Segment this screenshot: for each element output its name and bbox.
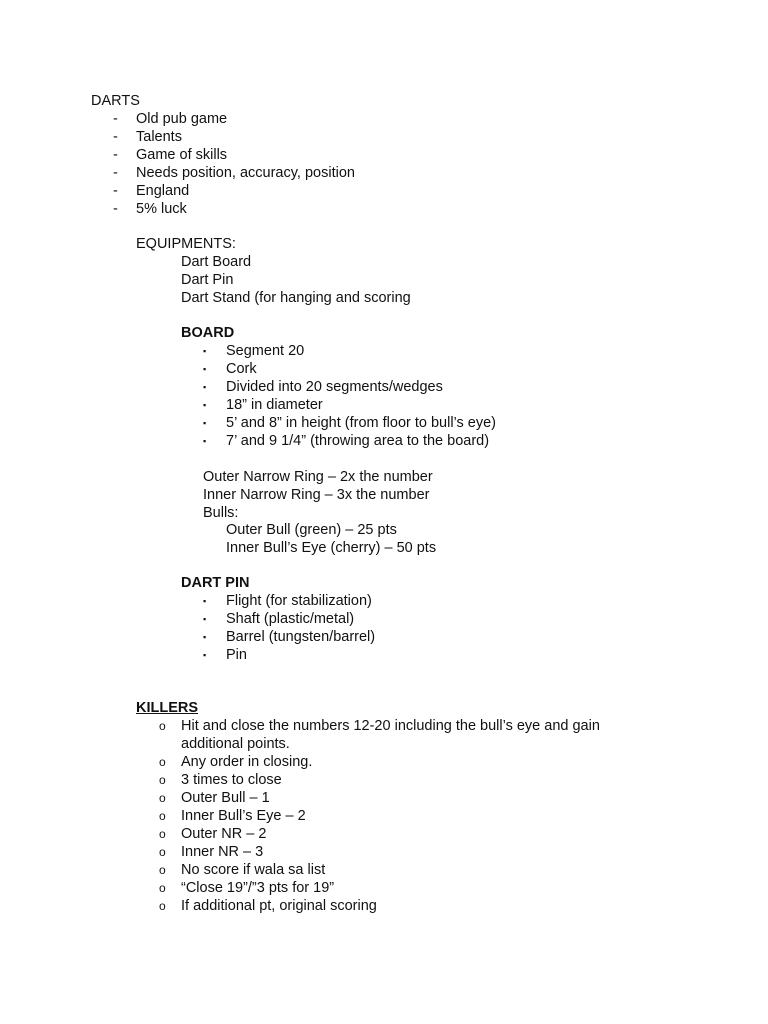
list-item: Any order in closing. bbox=[181, 754, 313, 770]
dash-marker: - bbox=[113, 183, 118, 199]
square-bullet-icon: ▪ bbox=[203, 650, 207, 660]
list-item: Outer NR – 2 bbox=[181, 826, 267, 842]
dash-marker: - bbox=[113, 147, 118, 163]
list-item: Barrel (tungsten/barrel) bbox=[226, 629, 376, 645]
list-item: 7’ and 9 1/4” (throwing area to the board) bbox=[226, 433, 490, 449]
bull-text: Inner Bull’s Eye (cherry) – 50 pts bbox=[226, 540, 437, 556]
circle-bullet-icon: o bbox=[159, 827, 166, 841]
square-bullet-icon: ▪ bbox=[203, 614, 207, 624]
killers-heading: KILLERS bbox=[136, 700, 199, 716]
list-item: Inner Bull’s Eye – 2 bbox=[181, 808, 306, 824]
list-item: Needs position, accuracy, position bbox=[136, 165, 355, 181]
list-item: Outer Bull – 1 bbox=[181, 790, 270, 806]
list-item: 5% luck bbox=[136, 201, 187, 217]
circle-bullet-icon: o bbox=[159, 899, 166, 913]
square-bullet-icon: ▪ bbox=[203, 346, 207, 356]
square-bullet-icon: ▪ bbox=[203, 596, 207, 606]
list-item: Old pub game bbox=[136, 111, 228, 127]
list-item: Cork bbox=[226, 361, 257, 377]
square-bullet-icon: ▪ bbox=[203, 418, 207, 428]
dash-marker: - bbox=[113, 201, 118, 217]
list-item: Talents bbox=[136, 129, 182, 145]
circle-bullet-icon: o bbox=[159, 809, 166, 823]
circle-bullet-icon: o bbox=[159, 881, 166, 895]
list-item: England bbox=[136, 183, 190, 199]
list-item: 5’ and 8” in height (from floor to bull’s eye) bbox=[226, 415, 496, 431]
square-bullet-icon: ▪ bbox=[203, 436, 207, 446]
list-item: “Close 19”/”3 pts for 19” bbox=[181, 880, 335, 896]
equipments-heading: EQUIPMENTS: bbox=[136, 236, 236, 252]
circle-bullet-icon: o bbox=[159, 773, 166, 787]
ring-text: Outer Narrow Ring – 2x the number bbox=[203, 469, 433, 485]
circle-bullet-icon: o bbox=[159, 755, 166, 769]
list-item: Inner NR – 3 bbox=[181, 844, 264, 860]
list-item: Pin bbox=[226, 647, 247, 663]
list-item: Divided into 20 segments/wedges bbox=[226, 379, 443, 395]
board-heading: BOARD bbox=[181, 325, 235, 341]
list-item: Game of skills bbox=[136, 147, 228, 163]
square-bullet-icon: ▪ bbox=[203, 364, 207, 374]
circle-bullet-icon: o bbox=[159, 863, 166, 877]
circle-bullet-icon: o bbox=[159, 791, 166, 805]
dart-pin-heading: DART PIN bbox=[181, 575, 250, 591]
circle-bullet-icon: o bbox=[159, 845, 166, 859]
square-bullet-icon: ▪ bbox=[203, 632, 207, 642]
dash-marker: - bbox=[113, 111, 118, 127]
ring-text: Inner Narrow Ring – 3x the number bbox=[203, 487, 430, 503]
square-bullet-icon: ▪ bbox=[203, 382, 207, 392]
dash-marker: - bbox=[113, 165, 118, 181]
dash-marker: - bbox=[113, 129, 118, 145]
list-item: Segment 20 bbox=[226, 343, 305, 359]
list-item: 18” in diameter bbox=[226, 397, 323, 413]
list-item: Hit and close the numbers 12-20 including the bull’s eye and gain bbox=[181, 718, 600, 734]
page-title: DARTS bbox=[91, 93, 140, 109]
list-item: No score if wala sa list bbox=[181, 862, 326, 878]
equipment-item: Dart Board bbox=[181, 254, 252, 270]
equipment-item: Dart Stand (for hanging and scoring bbox=[181, 290, 411, 306]
bulls-label: Bulls: bbox=[203, 505, 239, 521]
square-bullet-icon: ▪ bbox=[203, 400, 207, 410]
list-item-continuation: additional points. bbox=[181, 736, 290, 752]
list-item: If additional pt, original scoring bbox=[181, 898, 377, 914]
list-item: Shaft (plastic/metal) bbox=[226, 611, 355, 627]
list-item: 3 times to close bbox=[181, 772, 282, 788]
bull-text: Outer Bull (green) – 25 pts bbox=[226, 522, 397, 538]
list-item: Flight (for stabilization) bbox=[226, 593, 372, 609]
equipment-item: Dart Pin bbox=[181, 272, 234, 288]
circle-bullet-icon: o bbox=[159, 719, 166, 733]
